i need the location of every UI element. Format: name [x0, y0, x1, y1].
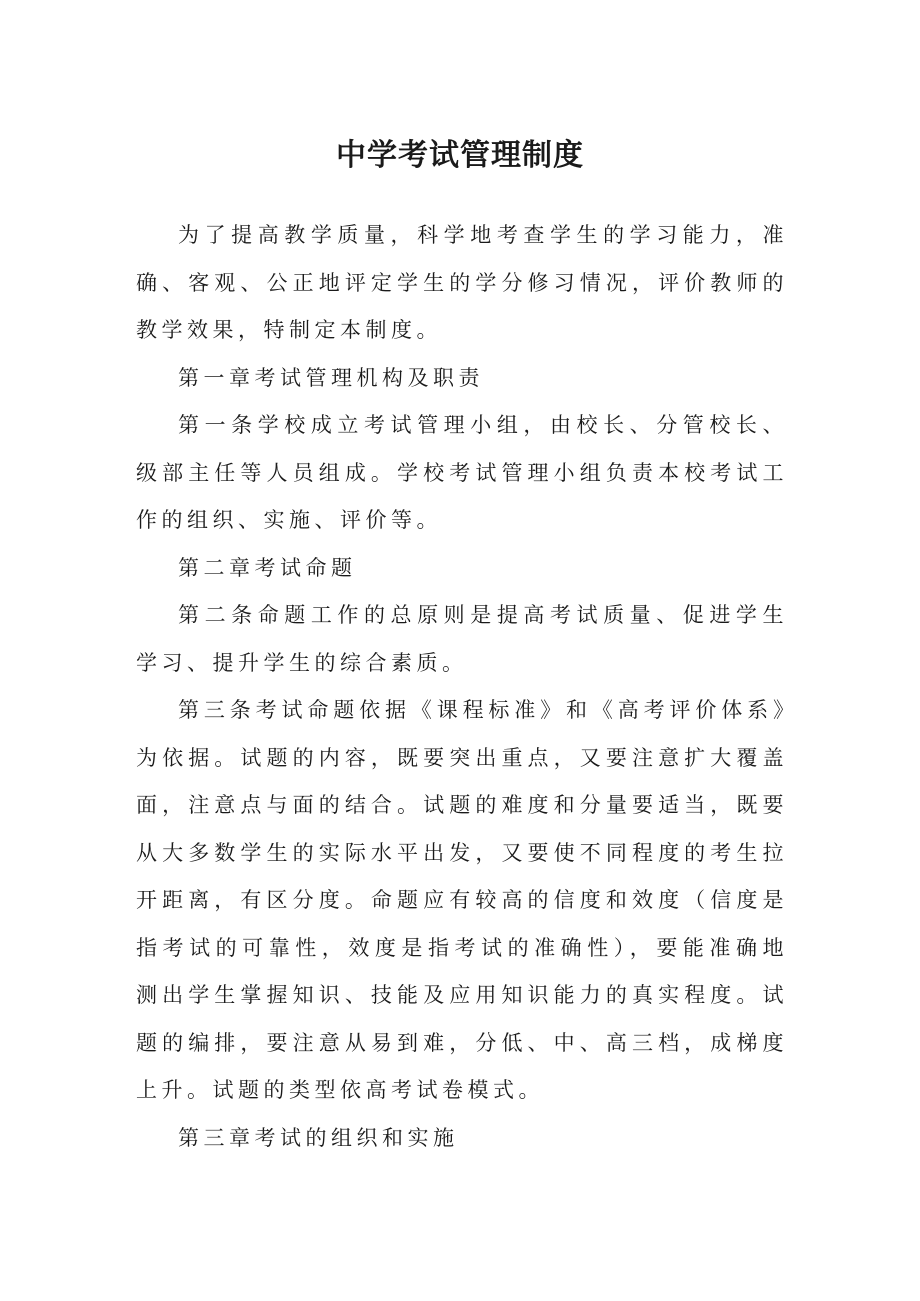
chapter-2-heading: 第二章考试命题	[178, 555, 357, 580]
intro-paragraph: 为了提高教学质量，科学地考查学生的学习能力，准确、客观、公正地评定学生的学分修习情况，评价教师的教学效果，特制定本制度。	[136, 223, 788, 342]
document-body	[136, 212, 788, 1162]
chapter-1-heading: 第一章考试管理机构及职责	[178, 365, 484, 390]
article-2-paragraph: 第二条命题工作的总原则是提高考试质量、促进学生学习、提升学生的综合素质。	[136, 603, 788, 675]
article-3-paragraph: 第三条考试命题依据《课程标准》和《高考评价体系》为依据。试题的内容，既要突出重点，又要注意扩大覆盖面，注意点与面的结合。试题的难度和分量要适当，既要从大多数学生的实际水平出发，又要使不同程度的考生拉开距离，有区分度。命题应有较高的信度和效度（信度是指考试的可靠性，效度是指考试的准确性），要能准确地测出学生掌握知识、技能及应用知识能力的真实程度。试题的编排，要注意从易到难，分低、中、高三档，成梯度上升。试题的类型依高考试卷模式。	[136, 698, 788, 1102]
article-1-paragraph: 第一条学校成立考试管理小组，由校长、分管校长、级部主任等人员组成。学校考试管理小组负责本校考试工作的组织、实施、评价等。	[136, 413, 788, 532]
document-title: 中学考试管理制度	[336, 138, 584, 173]
chapter-3-heading: 第三章考试的组织和实施	[178, 1125, 459, 1150]
